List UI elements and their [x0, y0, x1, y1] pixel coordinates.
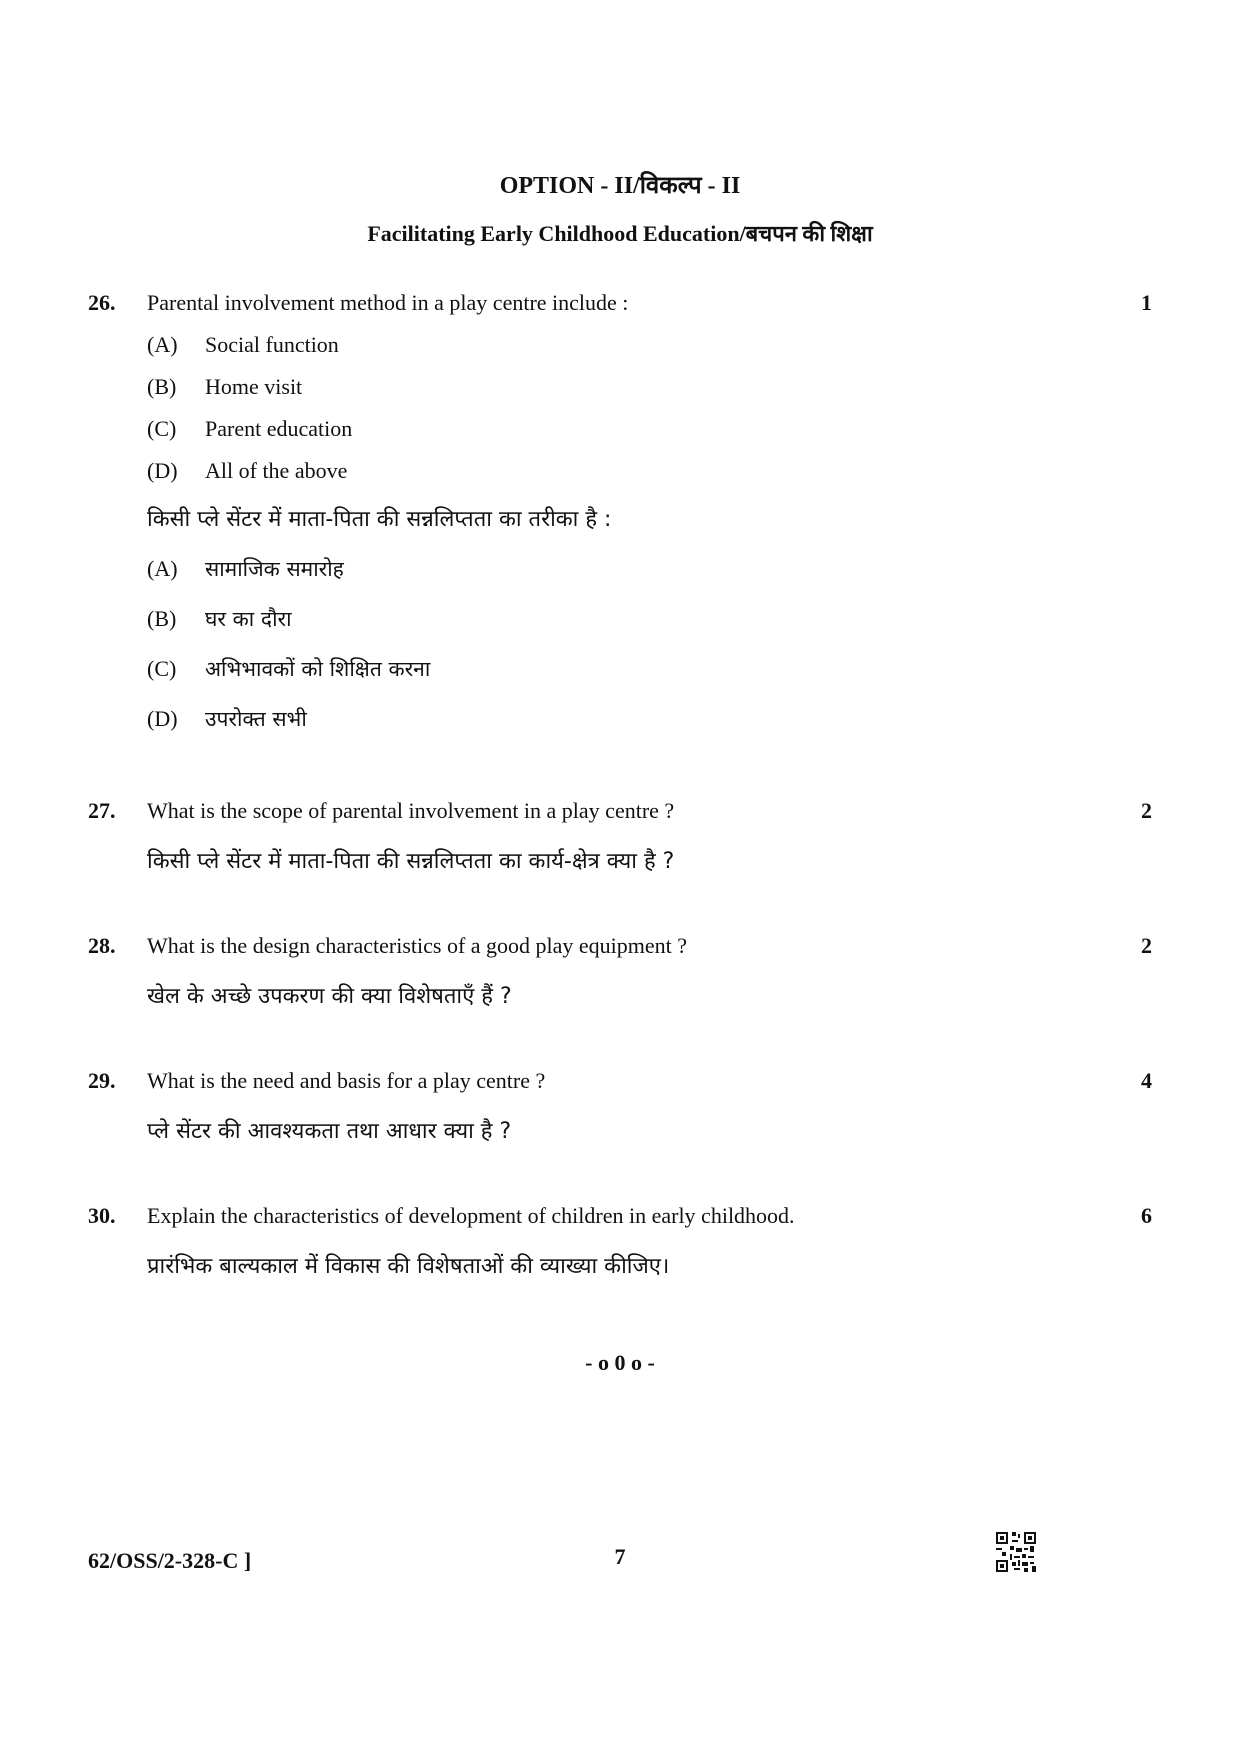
- question-text-en: Explain the characteristics of development of children in early childhood.: [147, 1203, 795, 1228]
- option-text: All of the above: [205, 458, 348, 483]
- option-item: [147, 655, 430, 683]
- question-marks: 2: [1141, 798, 1152, 823]
- question-marks: 1: [1141, 290, 1152, 315]
- question-text-en: What is the scope of parental involvement in a play centre ?: [147, 798, 675, 823]
- option-label: (A): [147, 556, 178, 581]
- option-text: घर का दौरा: [205, 607, 292, 631]
- option-item: [147, 555, 344, 583]
- question-number: 29.: [88, 1068, 116, 1093]
- qr-code-icon: [996, 1532, 1036, 1572]
- option-label: (B): [147, 374, 177, 399]
- end-of-paper-mark: - o 0 o -: [585, 1350, 655, 1375]
- option-heading: OPTION - II/विकल्प - II: [499, 173, 741, 199]
- question-text-en: What is the need and basis for a play centre ?: [147, 1068, 546, 1093]
- option-item: [147, 705, 307, 733]
- option-label: (A): [147, 332, 178, 357]
- question-text-hi: प्रारंभिक बाल्यकाल में विकास की विशेषताओं की व्याख्या कीजिए।: [147, 1254, 670, 1279]
- option-text: Home visit: [205, 374, 303, 399]
- option-label: (C): [147, 416, 177, 441]
- subject-heading: Facilitating Early Childhood Education/बचपन की शिक्षा: [367, 221, 873, 246]
- option-text: Social function: [205, 332, 339, 357]
- option-text: Parent education: [205, 416, 353, 441]
- question-text-en: Parental involvement method in a play centre include :: [147, 290, 629, 315]
- option-text: उपरोक्त सभी: [205, 707, 307, 731]
- option-label: (D): [147, 706, 178, 731]
- question-marks: 6: [1141, 1203, 1152, 1228]
- question-text-hi: किसी प्ले सेंटर में माता-पिता की सन्नलिप्तता का तरीका है :: [147, 507, 612, 532]
- question-number: 28.: [88, 933, 116, 958]
- option-item: [147, 416, 352, 442]
- question-text-hi: किसी प्ले सेंटर में माता-पिता की सन्नलिप्तता का कार्य-क्षेत्र क्या है ?: [147, 849, 675, 874]
- question-marks: 2: [1141, 933, 1152, 958]
- option-item: [147, 374, 302, 400]
- question-marks: 4: [1141, 1068, 1152, 1093]
- question-text-hi: खेल के अच्छे उपकरण की क्या विशेषताएँ हैं ?: [147, 984, 512, 1009]
- option-label: (C): [147, 656, 177, 681]
- question-text-hi: प्ले सेंटर की आवश्यकता तथा आधार क्या है ?: [147, 1119, 512, 1144]
- page-number: 7: [614, 1544, 626, 1569]
- question-number: 30.: [88, 1203, 116, 1228]
- question-text-en: What is the design characteristics of a good play equipment ?: [147, 933, 688, 958]
- paper-code: 62/OSS/2-328-C ]: [88, 1548, 252, 1573]
- option-item: [147, 332, 339, 358]
- option-text: अभिभावकों को शिक्षित करना: [205, 657, 431, 681]
- option-item: [147, 458, 347, 484]
- option-label: (B): [147, 606, 177, 631]
- question-number: 27.: [88, 798, 116, 823]
- question-number: 26.: [88, 290, 116, 315]
- option-text: सामाजिक समारोह: [205, 557, 344, 581]
- option-label: (D): [147, 458, 178, 483]
- option-item: [147, 605, 292, 633]
